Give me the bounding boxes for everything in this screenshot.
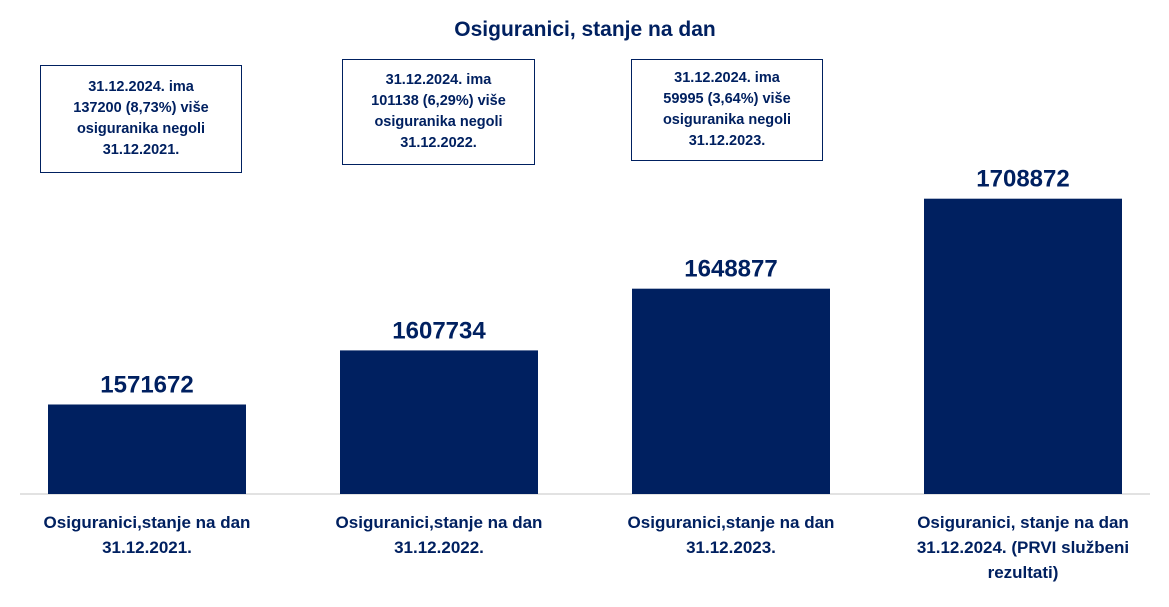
- category-label-2024: Osiguranici, stanje na dan 31.12.2024. (PRVI službeni rezultati): [916, 513, 1130, 582]
- annotation-text-2022: 31.12.2024. ima 101138 (6,29%) više osiguranika negoli 31.12.2022.: [371, 72, 506, 151]
- value-label-2022: 1607734: [392, 317, 486, 345]
- value-label-2021: 1571672: [100, 371, 194, 399]
- annotation-box-2022: [342, 59, 535, 165]
- value-label-2024: 1708872: [976, 165, 1070, 193]
- category-label-2021: Osiguranici,stanje na dan 31.12.2021.: [43, 513, 251, 557]
- annotation-text-2021: 31.12.2024. ima 137200 (8,73%) više osiguranika negoli 31.12.2021.: [73, 79, 209, 158]
- bar-2022: [340, 350, 538, 494]
- category-label-2023: Osiguranici,stanje na dan 31.12.2023.: [627, 513, 835, 557]
- annotation-box-2023: [631, 59, 823, 161]
- value-label-2023: 1648877: [684, 255, 778, 283]
- bar-2023: [632, 289, 830, 494]
- bar-2024: [924, 199, 1122, 494]
- annotation-text-2023: 31.12.2024. ima 59995 (3,64%) više osiguranika negoli 31.12.2023.: [662, 70, 792, 149]
- chart-title: Osiguranici, stanje na dan: [454, 18, 716, 41]
- annotation-box-2021: [40, 65, 242, 173]
- category-label-2022: Osiguranici,stanje na dan 31.12.2022.: [335, 513, 543, 557]
- bar-2021: [48, 404, 246, 494]
